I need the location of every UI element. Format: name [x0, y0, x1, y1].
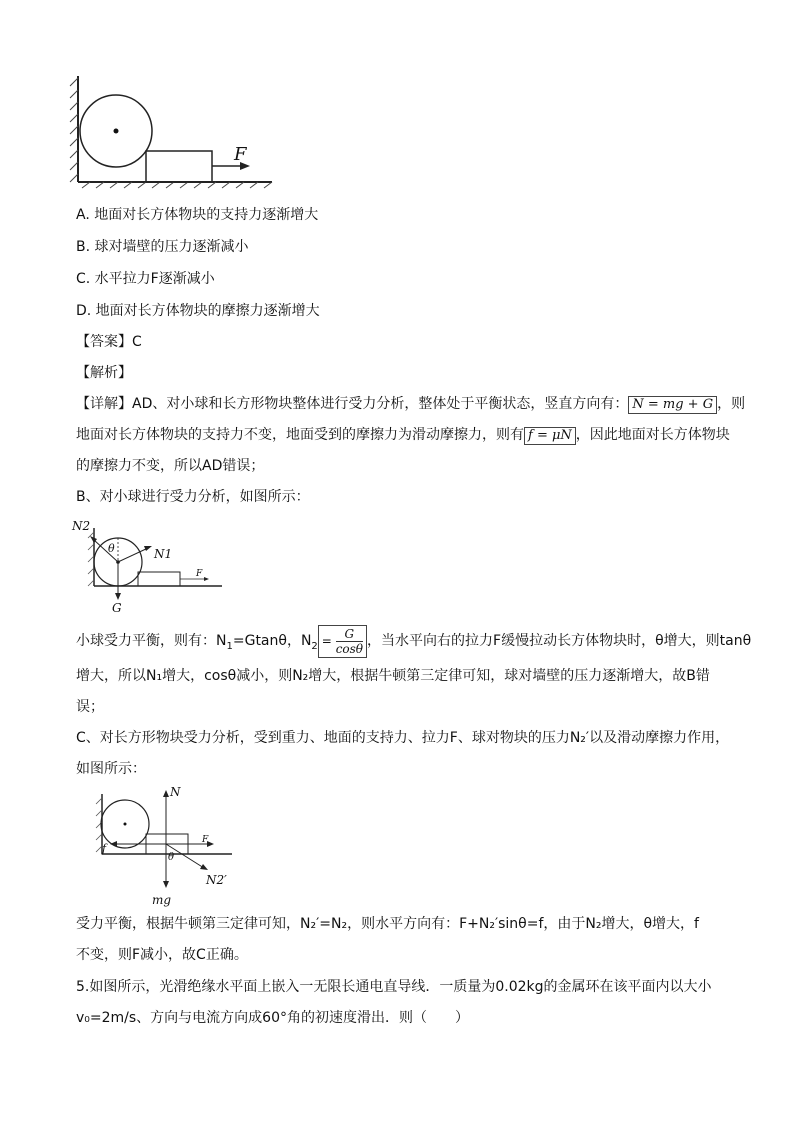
detail-text: ，则: [717, 396, 746, 412]
part-b-line-3: 误；: [76, 699, 104, 715]
label-f-small: f: [102, 842, 107, 855]
label-n1: N1: [154, 547, 173, 561]
frac-eq: =: [321, 633, 332, 648]
label-n2: N2: [72, 519, 91, 533]
option-c: C. 水平拉力F逐渐减小: [76, 271, 215, 287]
part-b-balance: [76, 624, 751, 664]
question-5-line-2: v₀=2m/s、方向与电流方向成60°角的初速度滑出．则（ ）: [76, 1010, 469, 1026]
part-c-line-1: 受力平衡，根据牛顿第三定律可知，N₂′=N₂，则水平方向有：F+N₂′sinθ=f，由于N₂增大，θ增大，f: [76, 916, 699, 932]
block: [146, 151, 212, 182]
frac-denominator: cosθ: [335, 641, 364, 656]
label-f: F: [202, 835, 209, 845]
balance-text: ，当水平向右的拉力F缓慢拉动长方体物块时，θ增大，则tanθ: [367, 633, 752, 649]
label-theta: θ: [108, 542, 115, 555]
part-c-intro-1: C、对长方形物块受力分析，受到重力、地面的支持力、拉力F、球对物块的压力N₂′以及滑动摩擦力作用，: [76, 730, 730, 746]
figure-ball-wall-block: [68, 72, 278, 190]
answer: 【答案】C: [76, 334, 142, 350]
figure-block-forces: [92, 780, 238, 910]
option-d: D. 地面对长方体物块的摩擦力逐渐增大: [76, 303, 320, 319]
label-theta: θ: [168, 852, 175, 863]
label-n: N: [170, 785, 181, 799]
option-b: B. 球对墙壁的压力逐渐减小: [76, 239, 249, 255]
label-g: G: [112, 601, 122, 615]
formula-n2-fraction: [318, 625, 367, 658]
balance-text: =Gtanθ，N: [232, 633, 312, 649]
balance-text: 小球受力平衡，则有：N: [76, 633, 227, 649]
detail-text: 地面对长方体物块的支持力不变，地面受到的摩擦力为滑动摩擦力，则有: [76, 427, 524, 443]
question-5-line-1: 5.如图所示，光滑绝缘水平面上嵌入一无限长通电直导线．一质量为0.02kg的金属环在该平面内以大小: [76, 979, 712, 995]
figure-ball-forces: [70, 514, 226, 616]
detail-text: ，因此地面对长方体物块: [575, 427, 730, 443]
detail-line-1: [76, 394, 745, 414]
subscript: 1: [226, 640, 233, 652]
part-b-line-2: 增大，所以N₁增大，cosθ减小，则N₂增大，根据牛顿第三定律可知，球对墙壁的压力逐渐增大，故B错: [76, 668, 710, 684]
detail-line-2: [76, 425, 730, 445]
label-f: F: [196, 569, 203, 579]
part-b-intro: B、对小球进行受力分析，如图所示：: [76, 489, 310, 505]
subscript: 2: [311, 640, 318, 652]
formula-n-mg-g: N = mg + G: [628, 396, 717, 414]
label-n2-prime: N2′: [206, 873, 227, 887]
force-label-f: F: [234, 144, 247, 165]
frac-numerator: G: [336, 627, 363, 642]
detail-line-3: 的摩擦力不变，所以AD错误；: [76, 458, 265, 474]
formula-f-mu-n: f = μN: [524, 427, 576, 445]
part-c-intro-2: 如图所示：: [76, 761, 146, 777]
option-a: A. 地面对长方体物块的支持力逐渐增大: [76, 207, 319, 223]
part-c-line-2: 不变，则F减小，故C正确。: [76, 947, 248, 963]
analysis-heading: 【解析】: [76, 365, 132, 381]
label-mg: mg: [152, 893, 172, 907]
detail-text: 【详解】AD、对小球和长方形物块整体进行受力分析，整体处于平衡状态，竖直方向有：: [76, 396, 629, 412]
